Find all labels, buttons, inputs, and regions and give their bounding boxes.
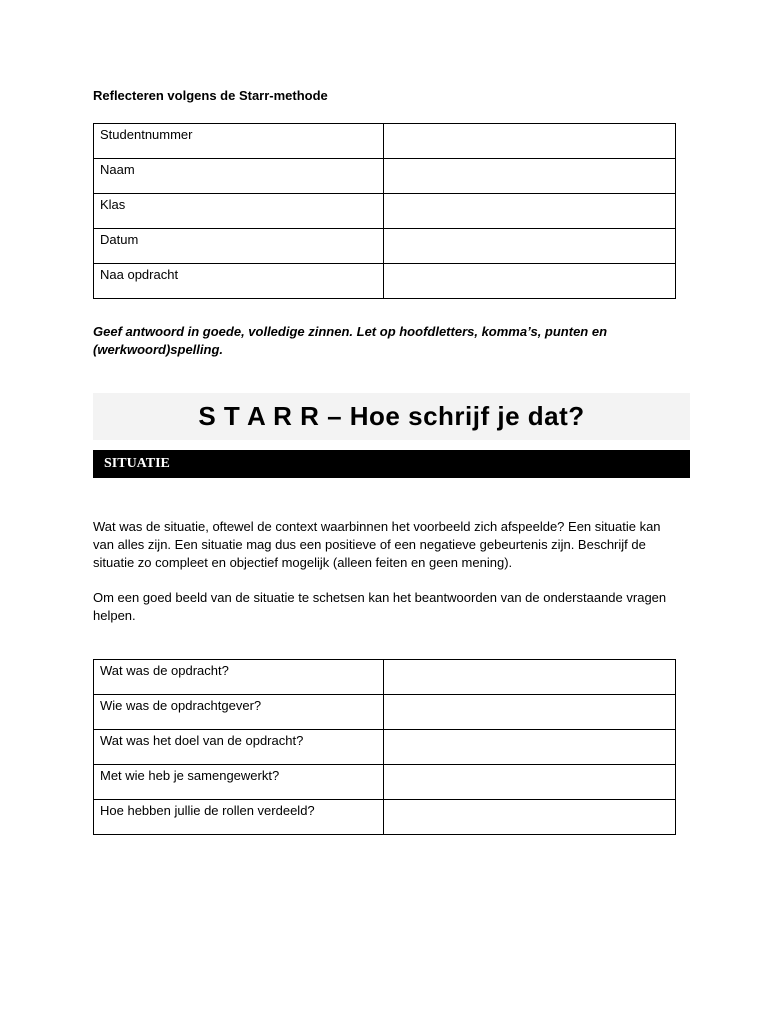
table-row [94,730,676,765]
table-row [94,229,676,264]
situatie-paragraph-1: Wat was de situatie, oftewel de context waarbinnen het voorbeeld zich afspeelde? Een situatie kan van alles zijn. Een situatie mag dus een positieve of een negatieve gebeurtenis zijn. Beschrijf de situatie zo compleet en objectief mogelijk (alleen feiten en geen mening). [93,519,661,570]
table-row [94,159,676,194]
row-label-naam-opdracht: Naa opdracht [94,264,384,299]
table-row [94,264,676,299]
document-title: Reflecteren volgens de Starr-methode [93,88,328,103]
instruction-text: Geef antwoord in goede, volledige zinnen. Let op hoofdletters, komma’s, punten en (werkwoord)spelling. [93,324,608,357]
answer-field[interactable] [384,765,676,800]
starr-banner [93,393,690,440]
datum-field[interactable] [384,229,676,264]
section-header-situatie: SITUATIE [93,450,690,478]
row-label-naam: Naam [94,159,384,194]
answer-field[interactable] [384,660,676,695]
row-label-studentnummer: Studentnummer [94,124,384,159]
student-info-table [93,123,676,299]
question-label: Wat was het doel van de opdracht? [94,730,384,765]
table-row [94,124,676,159]
question-label: Wat was de opdracht? [94,660,384,695]
table-row [94,660,676,695]
question-label: Met wie heb je samengewerkt? [94,765,384,800]
table-row [94,194,676,229]
answer-field[interactable] [384,800,676,835]
table-row [94,800,676,835]
row-label-datum: Datum [94,229,384,264]
row-label-klas: Klas [94,194,384,229]
situatie-questions-table [93,659,676,835]
klas-field[interactable] [384,194,676,229]
naam-field[interactable] [384,159,676,194]
naam-opdracht-field[interactable] [384,264,676,299]
table-row [94,765,676,800]
question-label: Hoe hebben jullie de rollen verdeeld? [94,800,384,835]
situatie-paragraph-2: Om een goed beeld van de situatie te schetsen kan het beantwoorden van de onderstaande vragen helpen. [93,590,667,623]
answer-field[interactable] [384,730,676,765]
question-label: Wie was de opdrachtgever? [94,695,384,730]
answer-field[interactable] [384,695,676,730]
studentnummer-field[interactable] [384,124,676,159]
starr-heading: S T A R R – Hoe schrijf je dat? [198,401,585,431]
table-row [94,695,676,730]
